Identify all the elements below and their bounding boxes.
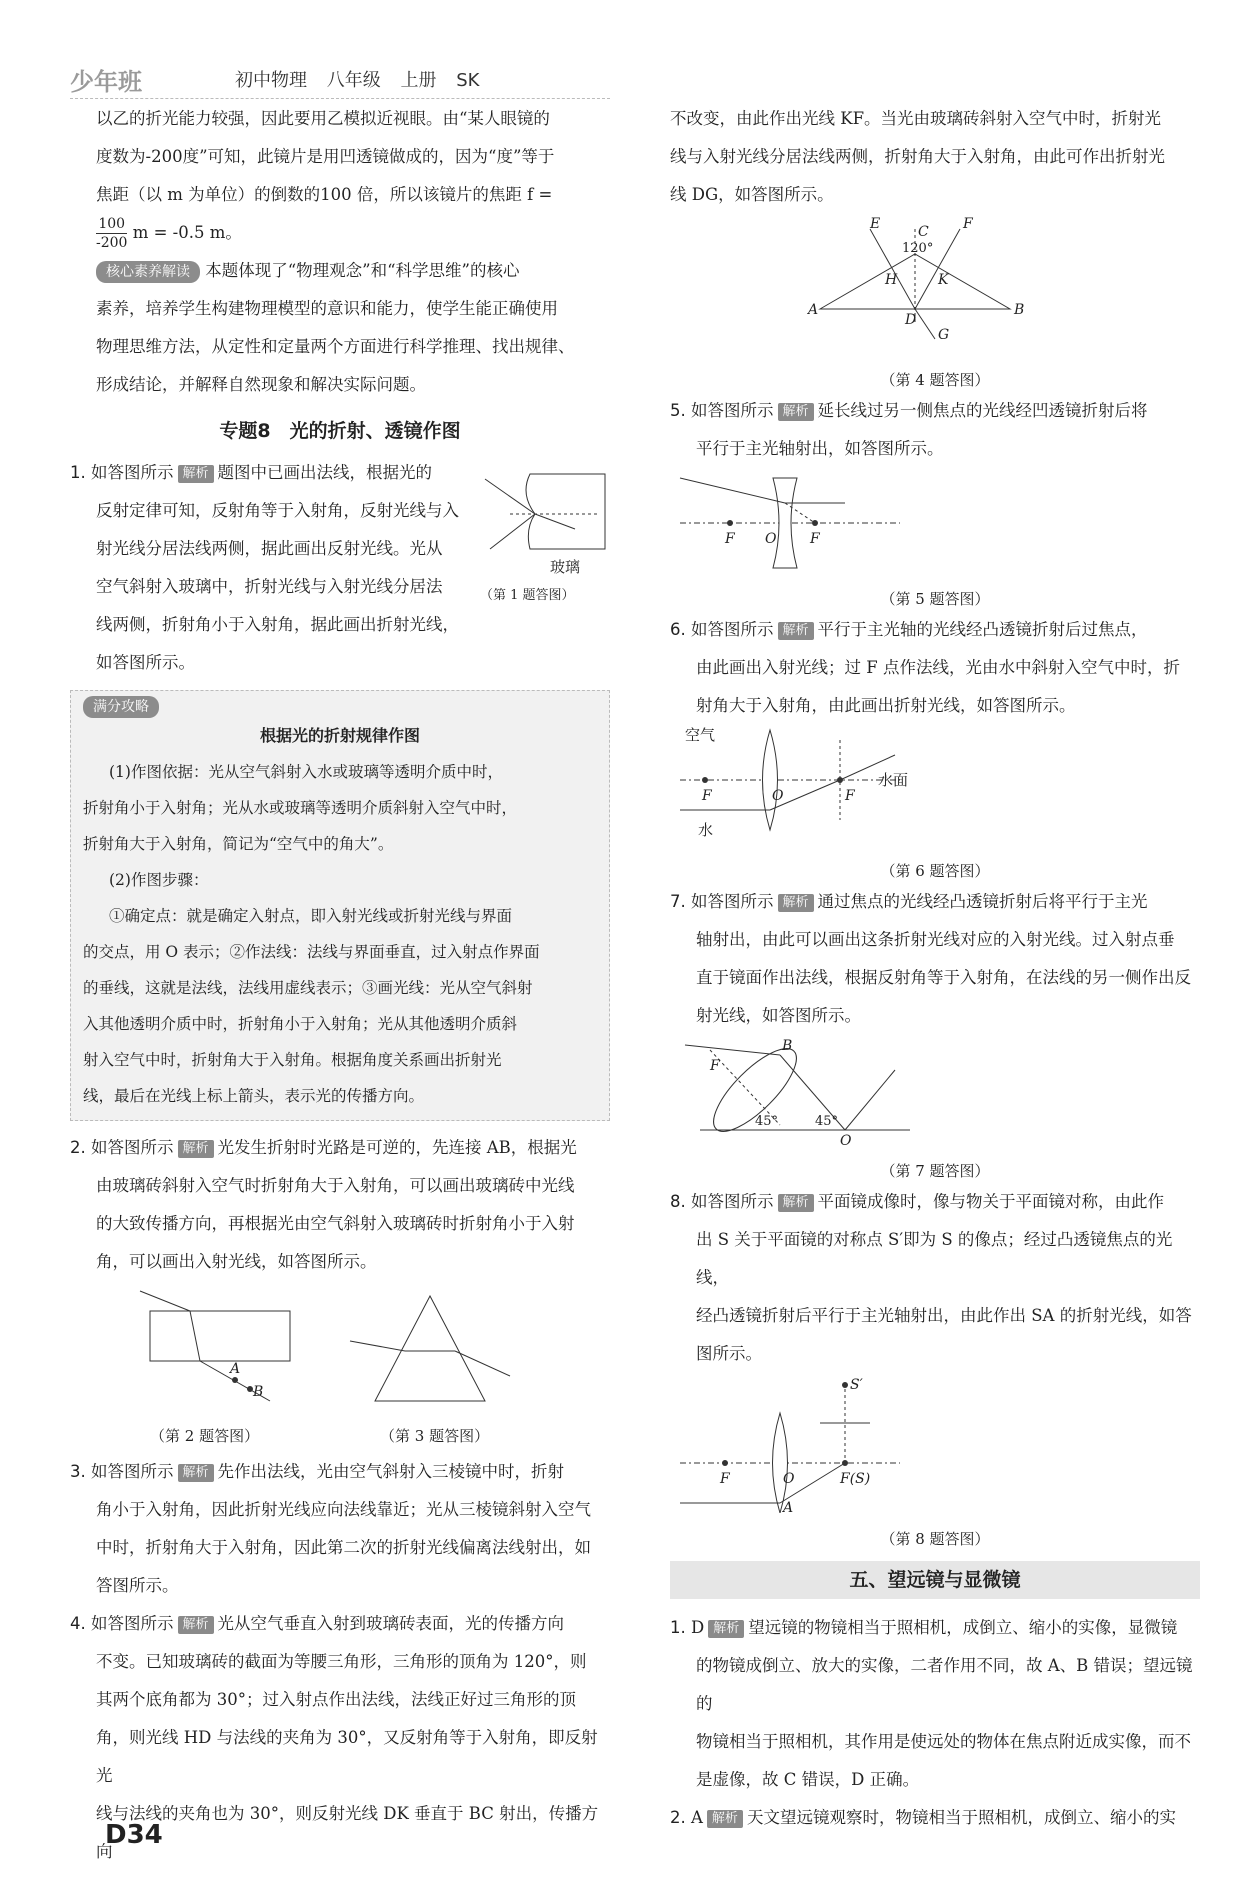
label-o: O (783, 1471, 795, 1487)
text-line: 物理思维方法，从定性和定量两个方面进行科学推理、找出规律、 (96, 337, 575, 356)
label-a: A (808, 302, 819, 318)
prism-incident-ray (350, 1341, 405, 1351)
q2-q3-figures (70, 1281, 610, 1453)
incident-ray (680, 478, 785, 503)
q2-q3-diagrams (70, 1281, 610, 1451)
label-b: B (253, 1384, 264, 1400)
tips-line: 入其他透明介质中时，折射角小于入射角；光从其他透明介质斜 (83, 1015, 518, 1033)
incident-ray (685, 1045, 780, 1055)
label-d: D (905, 312, 917, 328)
label-f: F (710, 1058, 720, 1074)
analysis-tag: 解析 (178, 1616, 214, 1634)
question-1 (70, 454, 610, 682)
topic-title: 专题8 光的折射、透镜作图 (219, 420, 461, 442)
tips-line: 线，最后在光线上标上箭头，表示光的传播方向。 (83, 1087, 425, 1105)
text-line: 平行于主光轴射出，如答图所示。 (696, 439, 944, 458)
tips-line: (1)作图依据：光从空气斜射入水或玻璃等透明介质中时， (109, 763, 503, 781)
text-line: 直于镜面作出法线，根据反射角等于入射角，在法线的另一侧作出反 (696, 968, 1191, 987)
focus-left (727, 520, 733, 526)
tips-line: 折射角大于入射角，简记为“空气中的角大”。 (83, 835, 394, 853)
label-a: A (230, 1361, 241, 1377)
analysis-tag: 解析 (778, 622, 814, 640)
question-2 (70, 1129, 610, 1453)
text-line: 不改变，由此作出光线 KF。当光由玻璃砖斜射入空气中时，折射光 (670, 109, 1162, 128)
text-line: 1. 如答图所示 解析 题图中已画出法线，根据光的 (70, 463, 433, 482)
text-line: 的大致传播方向，再根据光由空气斜射入玻璃砖时折射角小于入射 (96, 1214, 575, 1233)
text-line: 反射定律可知，反射角等于入射角，反射光线与入 (96, 501, 459, 520)
text-line: 3. 如答图所示 解析 先作出法线，光由空气斜射入三棱镜中时，折射 (70, 1462, 565, 1481)
edition: SK (456, 70, 480, 91)
focus-right (842, 1460, 848, 1466)
glass-label: 玻璃 (550, 558, 581, 576)
focus-left (722, 1460, 728, 1466)
reflected-ray (845, 1070, 895, 1130)
text-line: 射角大于入射角，由此画出折射光线，如答图所示。 (696, 696, 1076, 715)
q8-caption: （第 8 题答图） (880, 1530, 990, 1548)
q6-diagram (670, 725, 1200, 845)
focus-right (837, 777, 843, 783)
label-f: F (845, 788, 855, 804)
text-line: 度数为-200度”可知，此镜片是用凹透镜做成的，因为“度”等于 (96, 147, 555, 166)
q1-caption: （第 1 题答图） (480, 588, 575, 603)
brand-logo: 少年班 (70, 68, 142, 96)
tips-title: 根据光的折射规律作图 (259, 726, 420, 745)
text-line: 6. 如答图所示 解析 平行于主光轴的光线经凸透镜折射后过焦点， (670, 620, 1148, 639)
page-number: D34 (105, 1820, 163, 1850)
text-line: 经凸透镜折射后平行于主光轴射出，由此作出 SA 的折射光线，如答 (696, 1306, 1192, 1325)
q4-diagram (670, 214, 1200, 354)
glass-block (526, 474, 605, 549)
label-f: F (810, 531, 820, 547)
glass-slab (150, 1311, 290, 1361)
label-g: G (938, 327, 950, 343)
tips-line: 折射角小于入射角；光从水或玻璃等透明介质斜射入空气中时， (83, 799, 518, 817)
incident-ray (140, 1291, 190, 1311)
page-header (70, 60, 1200, 100)
q1-diagram (480, 454, 610, 604)
label-h: H (885, 272, 898, 288)
text-line: 射光线，如答图所示。 (696, 1006, 861, 1025)
point-a (232, 1377, 238, 1383)
text-line: 轴射出，由此可以画出这条折射光线对应的入射光线。过入射点垂 (696, 930, 1175, 949)
label-o: O (772, 788, 784, 804)
text-line: 角小于入射角，因此折射光线应向法线靠近；光从三棱镜斜射入空气 (96, 1500, 591, 1519)
text-line: 如答图所示。 (96, 653, 195, 672)
section-title: 五、望远镜与显微镜 (670, 1561, 1200, 1599)
label-f: F (720, 1471, 730, 1487)
label-f: F (702, 788, 712, 804)
focus-left (702, 777, 708, 783)
tips-line: 的垂线，这就是法线，法线用虚线表示；③画光线：光从空气斜射 (83, 979, 533, 997)
tips-line: ①确定点：就是确定入射点，即入射光线或折射光线与界面 (109, 907, 513, 925)
q3-caption: （第 3 题答图） (380, 1427, 490, 1445)
water-label: 水 (698, 821, 714, 839)
text-line: 中时，折射角大于入射角，因此第二次的折射光线偏离法线射出，如 (96, 1538, 591, 1557)
label-o: O (765, 531, 777, 547)
label-b: B (1014, 302, 1025, 318)
text-line: 角，则光线 HD 与法线的夹角为 30°，又反射角等于入射角，即反射光 (96, 1728, 598, 1785)
q8-diagram (670, 1373, 1200, 1513)
text-line: 焦距（以 m 为单位）的倒数的100 倍，所以该镜片的焦距 f = (96, 185, 553, 204)
tips-tag: 满分攻略 (83, 696, 159, 718)
text-line: 5. 如答图所示 解析 延长线过另一侧焦点的光线经凹透镜折射后将 (670, 401, 1148, 420)
text-line: 是虚像，故 C 错误，D 正确。 (696, 1770, 920, 1789)
label-k: K (938, 272, 949, 288)
fraction: $\frac{100}{-200}$ (96, 216, 128, 251)
text-line: 由玻璃砖斜射入空气时折射角大于入射角，可以画出玻璃砖中光线 (96, 1176, 575, 1195)
angle-45-2: 45° (815, 1114, 839, 1129)
label-o: O (840, 1133, 852, 1145)
label-f: F (725, 531, 735, 547)
text-line: 1. D 解析 望远镜的物镜相当于照相机，成倒立、缩小的实像，显微镜 (670, 1618, 1178, 1637)
text-line: 物镜相当于照相机，其作用是使远处的物体在焦点附近成实像，而不 (696, 1732, 1191, 1751)
text-line: 2. 如答图所示 解析 光发生折射时光路是可逆的，先连接 AB，根据光 (70, 1138, 577, 1157)
text-line: 2. A 解析 天文望远镜观察时，物镜相当于照相机，成倒立、缩小的实 (670, 1808, 1176, 1827)
question-3 (70, 1453, 610, 1605)
label-fs: F(S) (840, 1471, 871, 1487)
q7-caption: （第 7 题答图） (880, 1162, 990, 1180)
focus-right (812, 520, 818, 526)
q2-caption: （第 2 题答图） (150, 1427, 260, 1445)
left-column (70, 100, 610, 1871)
text-line: 线与法线的夹角也为 30°，则反射光线 DK 垂直于 BC 射出，传播方向 (96, 1804, 599, 1861)
tips-box (70, 690, 610, 1121)
q5-diagram (670, 468, 1200, 573)
header-divider (70, 98, 610, 99)
tips-line: (2)作图步骤： (109, 871, 209, 889)
text-line: 线 DG，如答图所示。 (670, 185, 834, 204)
triangle-glass (820, 254, 1010, 309)
tips-line: 射入空气中时，折射角大于入射角。根据角度关系画出折射光 (83, 1051, 502, 1069)
text-line: 由此画出入射光线；过 F 点作法线，光由水中斜射入空气中时，折 (696, 658, 1180, 677)
text-line: 射光线分居法线两侧，据此画出反射光线。光从 (96, 539, 443, 558)
angle-120: 120° (902, 241, 934, 256)
image-point (842, 1382, 848, 1388)
label-b: B (782, 1038, 793, 1054)
text-line: 角，可以画出入射光线，如答图所示。 (96, 1252, 377, 1271)
text-line: 的物镜成倒立、放大的实像，二者作用不同，故 A、B 错误；望远镜的 (696, 1656, 1193, 1713)
text-line: 空气斜射入玻璃中，折射光线与入射光线分居法 (96, 577, 443, 596)
core-literacy-tag: 核心素养解读 (96, 261, 200, 283)
text-line: 答图所示。 (96, 1576, 179, 1595)
grade: 八年级 (326, 70, 381, 91)
analysis-tag: 解析 (178, 465, 214, 483)
q4-caption: （第 4 题答图） (880, 371, 990, 389)
text-line: 4. 如答图所示 解析 光从空气垂直入射到玻璃砖表面，光的传播方向 (70, 1614, 565, 1633)
subject: 初中物理 (235, 70, 307, 91)
analysis-tag: 解析 (178, 1464, 214, 1482)
text-line: 不变。已知玻璃砖的截面为等腰三角形，三角形的顶角为 120°，则 (96, 1652, 587, 1671)
header-info (235, 66, 479, 92)
analysis-tag: 解析 (778, 403, 814, 421)
surface-label: 水面 (878, 771, 909, 789)
analysis-tag: 解析 (778, 894, 814, 912)
text-line: 8. 如答图所示 解析 平面镜成像时，像与物关于平面镜对称，由此作 (670, 1192, 1165, 1211)
label-c: C (918, 224, 929, 240)
label-e: E (870, 216, 881, 232)
analysis-tag: 解析 (778, 1194, 814, 1212)
text-line: 线两侧，折射角小于入射角，据此画出折射光线， (96, 615, 459, 634)
text-line: 以乙的折光能力较强，因此要用乙模拟近视眼。由“某人眼镜的 (96, 109, 550, 128)
label-f: F (963, 216, 973, 232)
ray-dg (915, 309, 935, 339)
air-label: 空气 (685, 726, 716, 744)
analysis-tag: 解析 (707, 1810, 743, 1828)
analysis-tag: 解析 (708, 1620, 744, 1638)
volume: 上册 (400, 70, 437, 91)
q1-figure (480, 454, 610, 618)
q7-diagram (670, 1035, 1200, 1145)
q6-caption: （第 6 题答图） (880, 862, 990, 880)
convex-lens (773, 1413, 788, 1513)
q5-caption: （第 5 题答图） (880, 590, 990, 608)
text-line: 出 S 关于平面镜的对称点 S′即为 S 的像点；经过凸透镜焦点的光线， (696, 1230, 1173, 1287)
text-line: 图所示。 (696, 1344, 762, 1363)
text-line: 其两个底角都为 30°；过入射点作出法线，法线正好过三角形的顶 (96, 1690, 576, 1709)
convex-lens (763, 730, 778, 830)
angle-45-1: 45° (755, 1114, 779, 1129)
formula-line: $\frac{100}{-200}$ m = -0.5 m。 (96, 216, 242, 251)
text-line: 线与入射光线分居法线两侧，折射角大于入射角，由此可作出折射光 (670, 147, 1165, 166)
text-line: 形成结论，并解释自然现象和解决实际问题。 (96, 375, 426, 394)
text-line: 核心素养解读 本题体现了“物理观念”和“科学思维”的核心 (70, 252, 610, 290)
text-line: 素养，培养学生构建物理模型的意识和能力，使学生能正确使用 (96, 299, 558, 318)
right-column (670, 100, 1200, 1837)
label-s-prime: S′ (850, 1377, 863, 1393)
label-a: A (783, 1500, 794, 1513)
tips-line: 的交点，用 O 表示；②作法线：法线与界面垂直，过入射点作界面 (83, 943, 540, 961)
text-line: 7. 如答图所示 解析 通过焦点的光线经凸透镜折射后将平行于主光 (670, 892, 1148, 911)
analysis-tag: 解析 (178, 1140, 214, 1158)
